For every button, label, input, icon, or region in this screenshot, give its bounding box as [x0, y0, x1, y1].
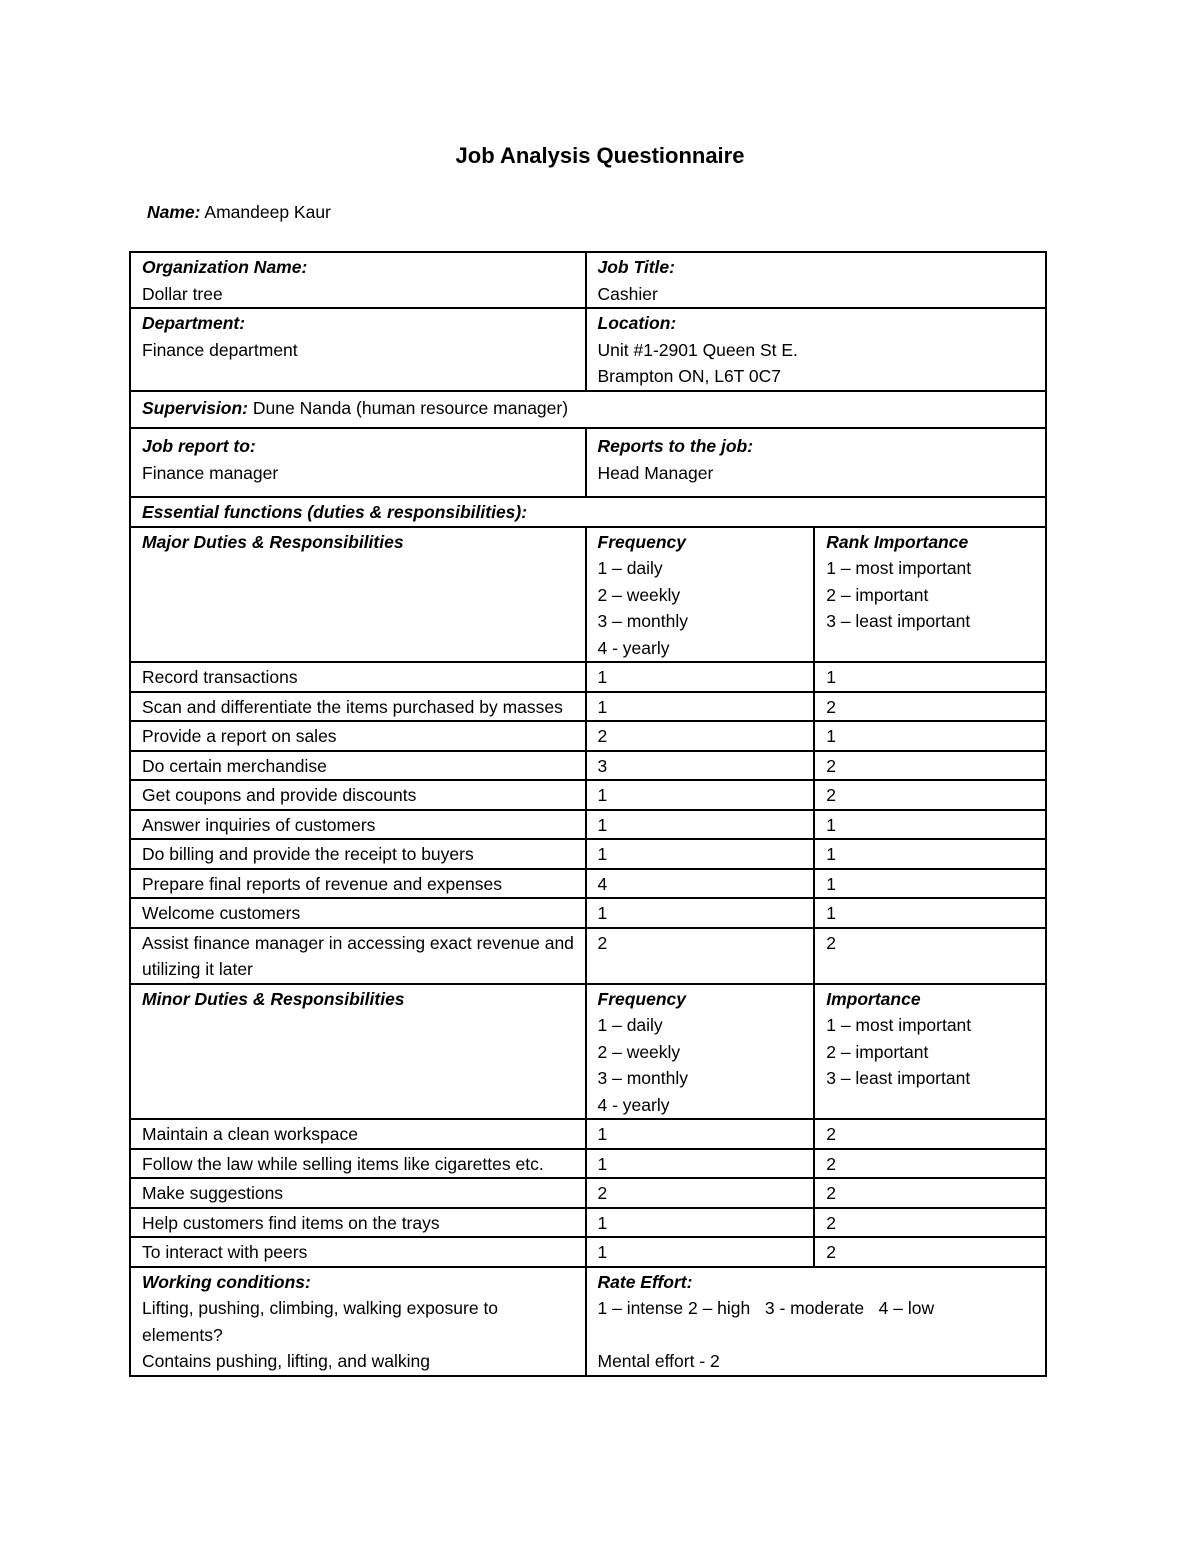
frequency-cell: 1	[586, 898, 815, 928]
frequency-cell: 1	[586, 1208, 815, 1238]
duty-cell: Answer inquiries of customers	[130, 810, 586, 840]
department-row	[130, 308, 1046, 391]
frequency-legend-item: 1 – daily	[597, 558, 663, 578]
importance-legend-item: 1 – most important	[826, 1015, 972, 1035]
working-conditions-cell	[130, 1267, 586, 1376]
reports-to-job-label: Reports to the job:	[597, 436, 754, 456]
job-title-cell	[586, 252, 1047, 308]
location-line-2: Brampton ON, L6T 0C7	[597, 366, 782, 386]
duty-cell: Do billing and provide the receipt to buyers	[130, 839, 586, 869]
frequency-legend-item: 2 – weekly	[597, 584, 681, 605]
job-report-label: Job report to:	[142, 436, 256, 456]
importance-cell: 2	[814, 780, 1046, 810]
department-cell	[130, 308, 586, 391]
location-label: Location:	[597, 313, 677, 333]
rate-effort-label: Rate Effort:	[597, 1271, 693, 1292]
duty-cell: Record transactions	[130, 662, 586, 692]
reporting-row	[130, 428, 1046, 497]
job-report-value: Finance manager	[142, 462, 279, 483]
location-line-1: Unit #1-2901 Queen St E.	[597, 339, 798, 360]
importance-cell: 2	[814, 1149, 1046, 1179]
reports-to-job-cell	[586, 428, 1047, 497]
major-frequency-heading: Frequency	[597, 531, 686, 552]
frequency-legend-item: 3 – monthly	[597, 611, 688, 631]
supervision-label: Supervision:	[142, 397, 248, 418]
working-conditions-question: Lifting, pushing, climbing, walking exposure to elements?	[142, 1298, 499, 1345]
table-row	[130, 1208, 1046, 1238]
department-value: Finance department	[142, 339, 298, 360]
duty-cell: Maintain a clean workspace	[130, 1119, 586, 1149]
importance-legend-item: 3 – least important	[826, 1068, 971, 1088]
importance-cell: 1	[814, 662, 1046, 692]
minor-heading-cell	[130, 984, 586, 1120]
name-label: Name:	[147, 202, 201, 222]
major-heading: Major Duties & Responsibilities	[142, 531, 404, 552]
mental-effort: Mental effort - 2	[597, 1351, 720, 1371]
essential-functions-row	[130, 497, 1046, 527]
frequency-legend-item: 4 - yearly	[597, 1094, 670, 1115]
minor-frequency-cell	[586, 984, 815, 1120]
importance-cell: 2	[814, 1237, 1046, 1267]
job-report-cell	[130, 428, 586, 497]
importance-cell: 1	[814, 898, 1046, 928]
department-label: Department:	[142, 313, 246, 333]
importance-legend-item: 1 – most important	[826, 558, 972, 578]
name-line	[147, 202, 331, 223]
frequency-legend-item: 4 - yearly	[597, 637, 670, 658]
duty-cell: Do certain merchandise	[130, 751, 586, 781]
importance-legend-item: 2 – important	[826, 1041, 929, 1062]
major-importance-cell	[814, 527, 1046, 663]
job-title-label: Job Title:	[597, 257, 675, 277]
duty-cell: Prepare final reports of revenue and expenses	[130, 869, 586, 899]
supervision-row	[130, 391, 1046, 429]
working-conditions-label: Working conditions:	[142, 1271, 311, 1292]
importance-cell: 1	[814, 839, 1046, 869]
duty-cell: To interact with peers	[130, 1237, 586, 1267]
frequency-cell: 1	[586, 780, 815, 810]
frequency-cell: 2	[586, 721, 815, 751]
supervision-cell	[130, 391, 1046, 429]
table-row	[130, 898, 1046, 928]
importance-cell: 1	[814, 869, 1046, 899]
working-conditions-row	[130, 1267, 1046, 1376]
major-importance-heading: Rank Importance	[826, 531, 969, 552]
page-title: Job Analysis Questionnaire	[455, 143, 745, 168]
duty-cell: Get coupons and provide discounts	[130, 780, 586, 810]
table-row	[130, 810, 1046, 840]
table-row	[130, 1149, 1046, 1179]
table-row	[130, 751, 1046, 781]
essential-functions-cell	[130, 497, 1046, 527]
table-row	[130, 839, 1046, 869]
duty-cell: Welcome customers	[130, 898, 586, 928]
frequency-cell: 1	[586, 810, 815, 840]
importance-cell: 2	[814, 1178, 1046, 1208]
minor-frequency-heading: Frequency	[597, 988, 686, 1009]
table-row	[130, 1237, 1046, 1267]
supervision-value: Dune Nanda (human resource manager)	[252, 397, 569, 418]
frequency-cell: 1	[586, 839, 815, 869]
spacer	[598, 1322, 1036, 1349]
duty-cell: Assist finance manager in accessing exact revenue and utilizing it later	[130, 928, 586, 984]
minor-importance-heading: Importance	[826, 988, 921, 1009]
major-heading-cell	[130, 527, 586, 663]
minor-importance-cell	[814, 984, 1046, 1120]
effort-scale: 1 – intense 2 – high 3 - moderate 4 – low	[597, 1298, 935, 1318]
duty-cell: Provide a report on sales	[130, 721, 586, 751]
essential-functions-heading: Essential functions (duties & responsibilities):	[142, 502, 528, 522]
org-value: Dollar tree	[142, 283, 223, 304]
importance-cell: 2	[814, 692, 1046, 722]
table-row	[130, 1119, 1046, 1149]
importance-cell: 2	[814, 751, 1046, 781]
rate-effort-cell	[586, 1267, 1047, 1376]
frequency-legend-item: 1 – daily	[597, 1015, 663, 1035]
frequency-legend-item: 2 – weekly	[597, 1041, 681, 1062]
org-label: Organization Name:	[142, 257, 308, 277]
frequency-cell: 3	[586, 751, 815, 781]
frequency-cell: 2	[586, 1178, 815, 1208]
table-row	[130, 721, 1046, 751]
table-row	[130, 780, 1046, 810]
importance-cell: 1	[814, 721, 1046, 751]
name-value: Amandeep Kaur	[204, 202, 331, 222]
frequency-cell: 1	[586, 692, 815, 722]
minor-header-row	[130, 984, 1046, 1120]
table-row	[130, 869, 1046, 899]
frequency-cell: 1	[586, 662, 815, 692]
importance-legend-item: 3 – least important	[826, 611, 971, 631]
location-cell	[586, 308, 1047, 391]
job-title-value: Cashier	[597, 283, 658, 304]
frequency-cell: 1	[586, 1119, 815, 1149]
duty-cell: Help customers find items on the trays	[130, 1208, 586, 1238]
org-cell	[130, 252, 586, 308]
frequency-cell: 1	[586, 1237, 815, 1267]
table-row	[130, 692, 1046, 722]
working-conditions-answer: Contains pushing, lifting, and walking	[142, 1351, 430, 1371]
frequency-cell: 2	[586, 928, 815, 984]
questionnaire-table	[129, 251, 1047, 1377]
table-row	[130, 1178, 1046, 1208]
duty-cell: Scan and differentiate the items purchased by masses	[130, 692, 586, 722]
duty-cell: Follow the law while selling items like cigarettes etc.	[130, 1149, 586, 1179]
major-frequency-cell	[586, 527, 815, 663]
org-row	[130, 252, 1046, 308]
importance-cell: 2	[814, 928, 1046, 984]
importance-cell: 2	[814, 1119, 1046, 1149]
importance-legend-item: 2 – important	[826, 584, 929, 605]
frequency-cell: 1	[586, 1149, 815, 1179]
table-row	[130, 928, 1046, 984]
minor-heading: Minor Duties & Responsibilities	[142, 988, 405, 1009]
reports-to-job-value: Head Manager	[597, 462, 714, 483]
importance-cell: 2	[814, 1208, 1046, 1238]
duty-cell: Make suggestions	[130, 1178, 586, 1208]
importance-cell: 1	[814, 810, 1046, 840]
frequency-legend-item: 3 – monthly	[597, 1068, 688, 1088]
frequency-cell: 4	[586, 869, 815, 899]
major-header-row	[130, 527, 1046, 663]
table-row	[130, 662, 1046, 692]
